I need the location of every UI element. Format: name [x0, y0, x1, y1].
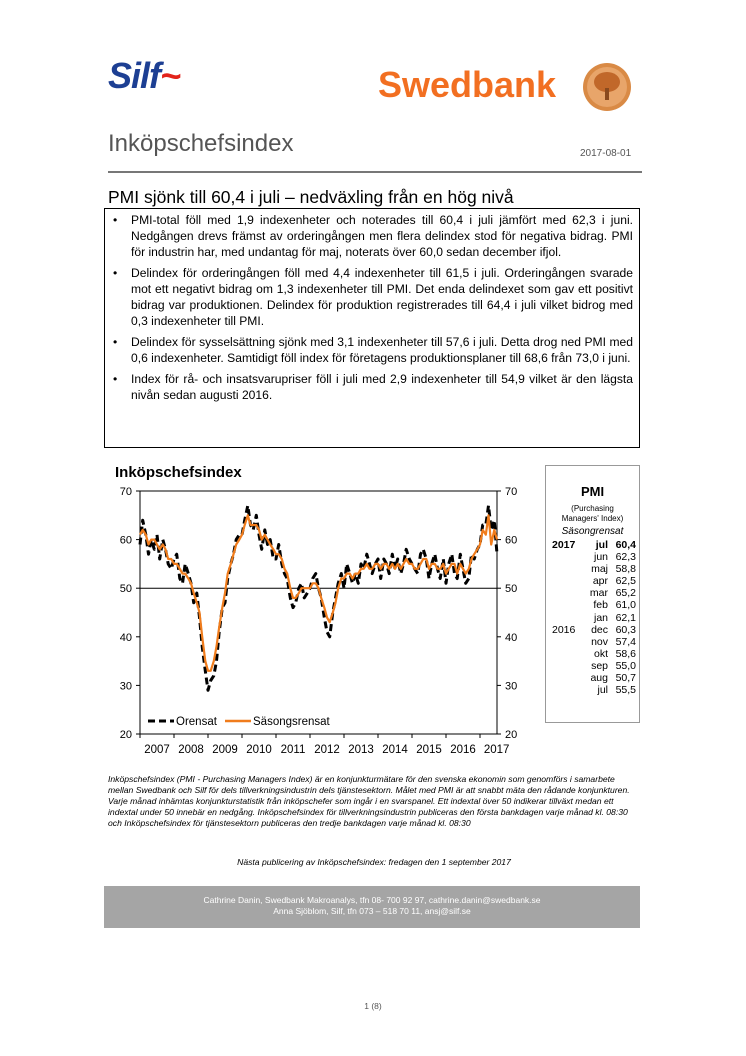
pmi-year — [552, 563, 582, 575]
pmi-month: dec — [591, 623, 608, 636]
next-publication: Nästa publicering av Inköpschefsindex: fredagen den 1 september 2017 — [237, 857, 511, 867]
silf-swoosh-icon: ~ — [160, 55, 181, 96]
silf-logo — [108, 55, 180, 97]
title-divider — [108, 171, 642, 173]
pmi-year — [552, 672, 582, 684]
pmi-year — [552, 599, 582, 611]
x-tick-label: 2016 — [450, 744, 476, 756]
summary-list — [113, 212, 633, 403]
pmi-value: 60,3 — [615, 623, 636, 636]
pmi-month: nov — [591, 635, 608, 648]
x-tick-label: 2015 — [416, 744, 442, 756]
swedbank-oak-seal-icon — [582, 62, 632, 112]
summary-bullet: • Delindex för sysselsättning sjönk med 3,1 indexenheter till 57,6 i juli. Detta drog ned PMI med 0,6 indexenheter. Samtidigt föll index för företagens produktionsplaner till 68,6 från 73,0 i juni. — [113, 334, 633, 366]
contact-line: Anna Sjöblom, Silf, tfn 073 – 518 70 11, ansj@silf.se — [273, 906, 471, 916]
contact-line: Cathrine Danin, Swedbank Makroanalys, tfn 08- 700 92 97, cathrine.danin@swedbank.se — [203, 895, 541, 905]
pmi-value: 55,5 — [615, 684, 636, 697]
pmi-month: aug — [590, 672, 608, 685]
pmi-value: 62,3 — [615, 551, 636, 564]
pmi-year — [552, 684, 582, 696]
chart-title: Inköpschefsindex — [115, 464, 242, 481]
y-tick-label-left: 60 — [119, 534, 132, 547]
y-tick-label-right: 20 — [505, 729, 518, 741]
x-tick-label: 2009 — [212, 744, 238, 756]
y-tick-label-right: 70 — [505, 486, 518, 498]
pmi-month: jan — [593, 611, 608, 624]
pmi-table-row — [552, 539, 636, 551]
footnote: Inköpschefsindex (PMI - Purchasing Managers Index) är en konjunkturmätare för den svenska ekonomin som genomförs i samarbete mellan Swedbank och Silf för dels tillverkningsindustrin dels tjänstesektorn. Målet med PMI är att snabbt mäta den rådande konjunkturen. Varje månad inhämtas konjunkturstatistik från inköpschefer som ingår i en svarspanel. Ett indextal över 50 indikerar tillväxt medan ett indextal under 50 innebär en nedgång. Inköpschefsindex för tillverkningsindustrin publiceras den första bankdagen varje månad kl. 08:30 och Inköpschefsindex för tjänstesektorn publiceras den tredje bankdagen varje månad kl. 08:30 — [108, 774, 630, 828]
pmi-year — [552, 636, 582, 648]
pmi-table-row — [552, 624, 636, 636]
swedbank-logo: Swedbank — [378, 64, 557, 105]
pmi-month: jul — [597, 684, 608, 697]
legend-label: Orensat — [176, 716, 217, 728]
y-tick-label-left: 40 — [119, 631, 132, 644]
pmi-year — [552, 575, 582, 587]
pmi-month: maj — [591, 563, 608, 576]
pmi-value: 61,0 — [615, 599, 636, 612]
pmi-year: 2016 — [552, 623, 576, 636]
pmi-table-row — [552, 660, 636, 672]
pmi-year — [552, 612, 582, 624]
pmi-year — [552, 551, 582, 563]
series-line-orensat — [140, 506, 497, 691]
pmi-value: 57,4 — [615, 635, 636, 648]
pmi-table-row — [552, 612, 636, 624]
pmi-value: 50,7 — [615, 672, 636, 685]
pmi-month: apr — [592, 575, 608, 588]
pmi-month: mar — [589, 587, 608, 600]
page-number: 1 (8) — [364, 1001, 382, 1011]
pmi-value: 60,4 — [615, 539, 636, 551]
y-tick-label-left: 30 — [119, 680, 132, 693]
y-tick-label-right: 30 — [505, 680, 518, 693]
x-tick-label: 2014 — [382, 744, 408, 756]
seasonal-label: Säsongrensat — [561, 526, 624, 537]
y-tick-label-left: 50 — [119, 583, 132, 596]
summary-bullet: • PMI-total föll med 1,9 indexenheter och noterades till 60,4 i juli jämfört med 62,3 i juni. Nedgången drevs främst av orderingången men flera delindex stod för negativa bidrag. PMI för industrin har, med undantag för maj, noterats över 60,0 sedan december ifjol. — [113, 212, 633, 260]
plot-frame — [140, 491, 497, 734]
x-tick-label: 2017 — [483, 744, 510, 756]
x-tick-label: 2012 — [314, 744, 340, 756]
pmi-year — [552, 648, 582, 660]
y-tick-label-left: 20 — [119, 729, 132, 741]
pmi-value: 62,1 — [615, 611, 636, 624]
x-tick-label: 2007 — [144, 744, 170, 756]
pmi-value: 65,2 — [615, 587, 636, 600]
x-tick-label: 2013 — [348, 744, 374, 756]
pmi-year — [552, 660, 582, 672]
pmi-table-row — [552, 636, 636, 648]
pmi-table-row — [552, 672, 636, 684]
pmi-month: feb — [593, 599, 608, 612]
summary-bullet: • Index för rå- och insatsvarupriser föll i juli med 2,9 indexenheter till 54,9 vilket är den lägsta nivån sedan augusti 2016. — [113, 371, 633, 403]
pmi-table — [552, 539, 636, 696]
pmi-month: jul — [595, 539, 608, 551]
pmi-table-row — [552, 648, 636, 660]
x-tick-label: 2010 — [246, 744, 272, 756]
summary-bullet: • Delindex för orderingången föll med 4,4 indexenheter till 61,5 i juli. Orderingången svarade mot ett negativt bidrag om 1,3 indexenheter till PMI. Det enda delindexet som gav ett positivt bidrag var produktionen. Delindex för produktion registrerades till 64,4 i juli vilket bidrog med 0,3 indexenheter till PMI. — [113, 265, 633, 329]
y-tick-label-right: 40 — [505, 631, 518, 644]
contact-bar — [104, 886, 640, 928]
pmi-line-chart — [100, 458, 530, 766]
pmi-year — [552, 587, 582, 599]
x-tick-label: 2011 — [280, 744, 306, 756]
pmi-table-subtitle — [546, 504, 639, 524]
pmi-value: 58,6 — [615, 647, 636, 660]
publication-date: 2017-08-01 — [580, 148, 632, 159]
pmi-month: jun — [593, 551, 608, 564]
pmi-subtitle-line2: Managers' Index) — [561, 514, 624, 523]
summary-box — [104, 208, 640, 448]
pmi-value: 62,5 — [615, 575, 636, 588]
headline: PMI sjönk till 60,4 i juli – nedväxling från en hög nivå — [108, 187, 514, 207]
pmi-value: 58,8 — [615, 563, 636, 576]
pmi-year: 2017 — [552, 539, 576, 551]
legend-label: Säsongsrensat — [253, 716, 330, 728]
pmi-table-row — [552, 587, 636, 599]
pmi-month: okt — [593, 647, 608, 660]
pmi-table-box — [545, 465, 640, 723]
pmi-table-row — [552, 563, 636, 575]
y-tick-label-right: 50 — [505, 583, 518, 596]
pmi-table-title: PMI — [580, 484, 605, 499]
pmi-table-row — [552, 551, 636, 563]
pmi-month: sep — [591, 659, 608, 672]
document-title: Inköpschefsindex — [108, 130, 294, 157]
y-tick-label-right: 60 — [505, 534, 518, 547]
pmi-subtitle-line1: (Purchasing — [571, 504, 614, 513]
pmi-table-row — [552, 599, 636, 611]
silf-logo-text: Silf — [108, 55, 161, 96]
pmi-value: 55,0 — [615, 659, 636, 672]
pmi-table-row — [552, 684, 636, 696]
pmi-table-row — [552, 575, 636, 587]
x-tick-label: 2008 — [178, 744, 204, 756]
y-tick-label-left: 70 — [119, 486, 132, 498]
